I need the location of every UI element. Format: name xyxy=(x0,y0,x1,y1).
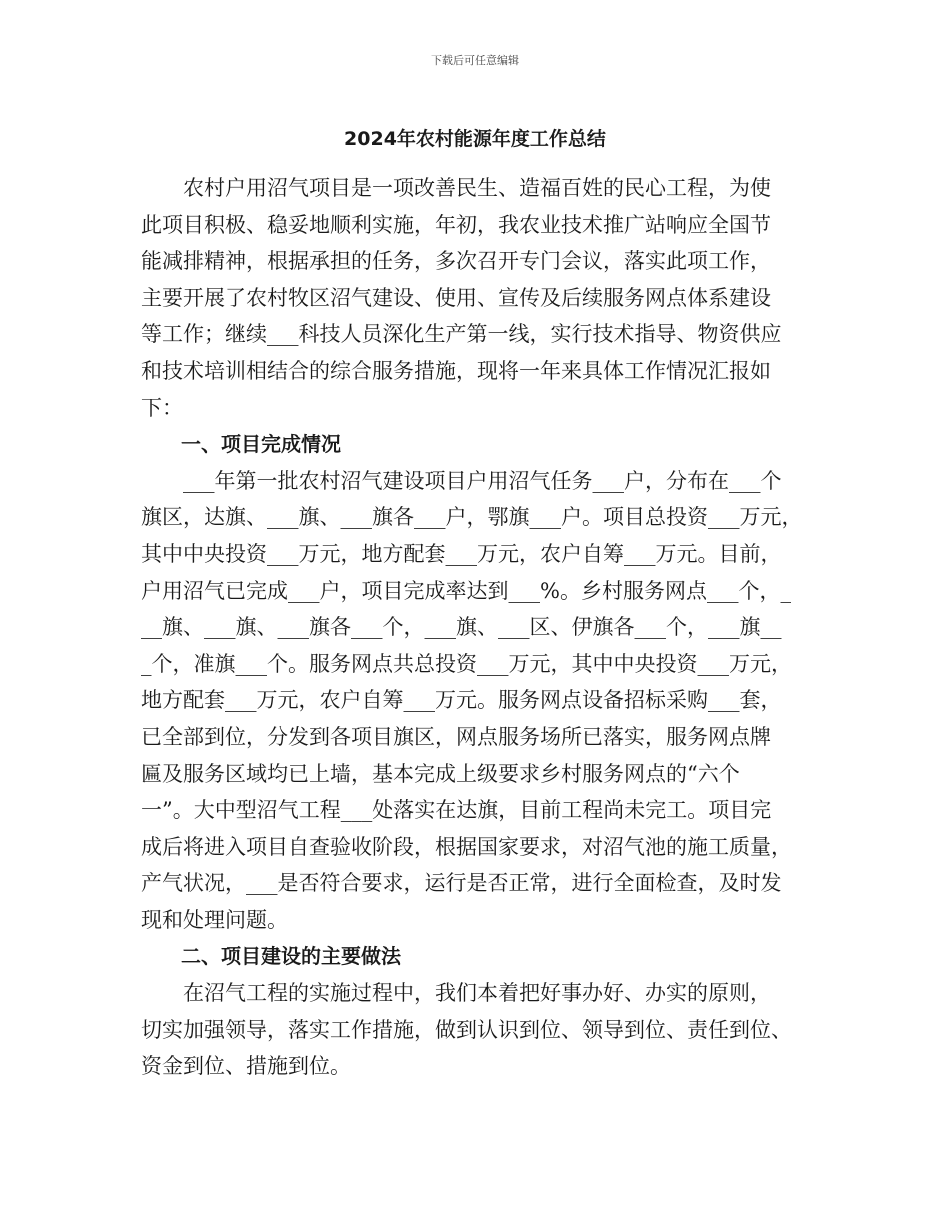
body-text-line: 主要开展了农村牧区沼气建设、使用、宣传及后续服务网点体系建设 xyxy=(141,285,771,310)
body-text-line: 户用沼气已完成___户，项目完成率达到___%。乡村服务网点___个，_ xyxy=(141,578,791,603)
body-text-line: 一”。大中型沼气工程___处落实在达旗，目前工程尚未完工。项目完 xyxy=(141,798,772,823)
body-text-line: 在沼气工程的实施过程中，我们本着把好事办好、办实的原则， xyxy=(141,981,771,1006)
body-text-line: 等工作；继续___科技人员深化生产第一线，实行技术指导、物资供应 xyxy=(141,322,782,347)
body-text-line: 能减排精神，根据承担的任务，多次召开专门会议，落实此项工作， xyxy=(141,249,771,274)
document-title: 2024年农村能源年度工作总结 xyxy=(344,128,606,150)
body-text-line: 现和处理问题。 xyxy=(141,907,288,932)
section-heading: 二、项目建设的主要做法 xyxy=(141,944,401,969)
body-text-line: 此项目积极、稳妥地顺利实施，年初，我农业技术推广站响应全国节 xyxy=(141,212,771,237)
body-text-line: 下： xyxy=(141,395,183,420)
body-text-line: _个，准旗___个。服务网点共总投资___万元，其中中央投资___万元， xyxy=(141,651,792,676)
body-text-line: 农村户用沼气项目是一项改善民生、造福百姓的民心工程，为使 xyxy=(141,176,771,200)
document-body xyxy=(141,170,831,1085)
body-text-line: 产气状况，___是否符合要求，运行是否正常，进行全面检查，及时发 xyxy=(141,871,782,896)
body-text-line: 和技术培训相结合的综合服务措施，现将一年来具体工作情况汇报如 xyxy=(141,358,771,383)
body-text-line: 地方配套___万元，农户自筹___万元。服务网点设备招标采购___套， xyxy=(141,688,782,713)
body-text-line: 其中中央投资___万元，地方配套___万元，农户自筹___万元。目前， xyxy=(141,541,782,566)
body-text-line: 匾及服务区域均已上墙，基本完成上级要求乡村服务网点的“六个 xyxy=(141,761,740,786)
header-note: 下载后可任意编辑 xyxy=(431,54,519,67)
body-text-line: 旗区，达旗、___旗、___旗各___户，鄂旗___户。项目总投资___万元， xyxy=(141,505,803,530)
body-text-line: 已全部到位，分发到各项目旗区，网点服务场所已落实，服务网点牌 xyxy=(141,724,771,749)
body-text-line: 切实加强领导，落实工作措施，做到认识到位、领导到位、责任到位、 xyxy=(141,1017,792,1042)
body-text-line: 成后将进入项目自查验收阶段，根据国家要求，对沼气池的施工质量， xyxy=(141,834,792,859)
body-text-line: __旗、___旗、___旗各___个，___旗、___区、伊旗各___个，___旗__ xyxy=(141,615,782,640)
body-text-line: ___年第一批农村沼气建设项目户用沼气任务___户，分布在___个 xyxy=(141,468,782,493)
section-heading: 一、项目完成情况 xyxy=(141,432,341,457)
body-text-line: 资金到位、措施到位。 xyxy=(141,1054,351,1079)
